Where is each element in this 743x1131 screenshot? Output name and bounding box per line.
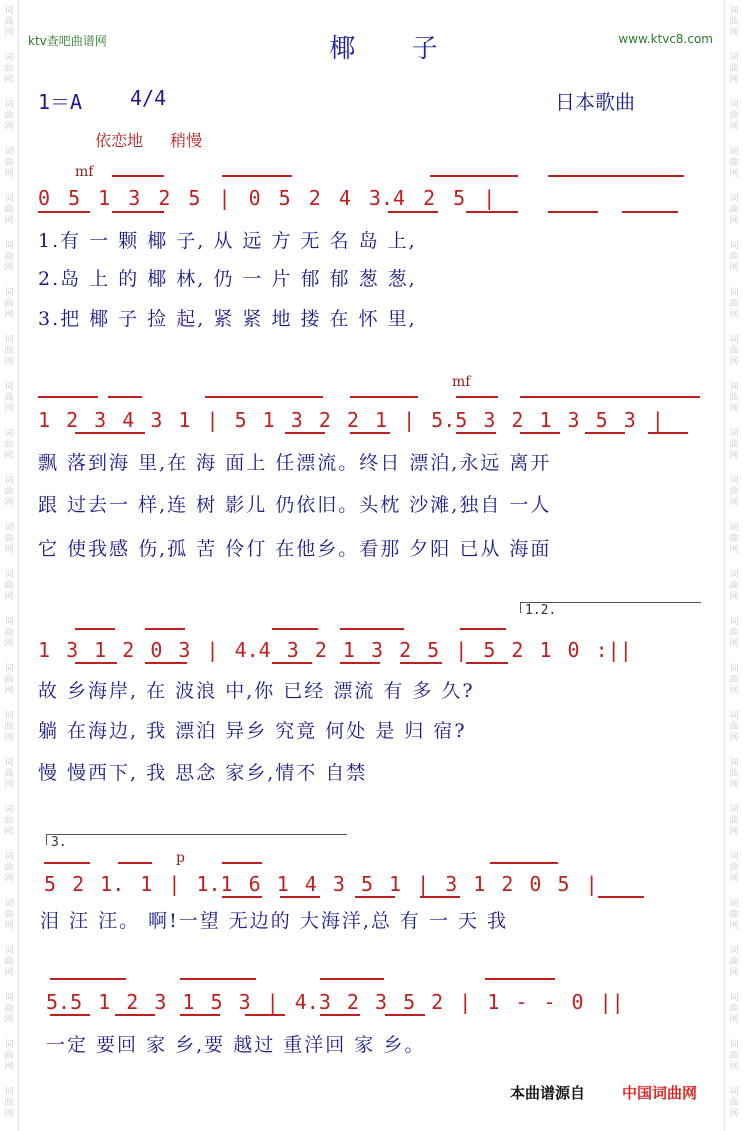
site-url-right: www.ktvc8.com (618, 32, 713, 46)
lyrics-row-3-verse-2: 躺 在海边, 我 漂泊 异乡 究竟 何处 是 归 宿? (38, 720, 467, 742)
watermark-glyph-group: 词 曲 网 (729, 617, 739, 649)
watermark-glyph-group: 词 曲 网 (4, 476, 14, 508)
watermark-glyph-group: 词 曲 网 (729, 570, 739, 602)
watermark-glyph-group: 词 曲 网 (4, 1040, 14, 1072)
volta-bracket (520, 602, 701, 618)
watermark-glyph-group: 词 曲 网 (4, 664, 14, 696)
notation-row-4: 5 2 1. 1 | 1.1 6 1 4 3 5 1 | 3 1 2 0 5 | (44, 872, 598, 896)
watermark-glyph-group: 词 曲 网 (4, 382, 14, 414)
watermark-glyph-group: 词 曲 网 (4, 946, 14, 978)
watermark-glyph-group: 词 曲 网 (4, 758, 14, 790)
notation-row-5: 5.5 1 2 3 1 5 3 | 4.3 2 3 5 2 | 1 - - 0 || (46, 990, 624, 1014)
left-watermark-strip (0, 0, 19, 1131)
tempo-marking: 依恋地 稍慢 (95, 131, 203, 150)
dynamic-mark: p (176, 850, 185, 866)
site-name-left: ktv查吧曲谱网 (28, 34, 107, 48)
watermark-glyph-group: 词 曲 网 (729, 382, 739, 414)
volta-bracket (46, 834, 347, 850)
watermark-glyph-group: 词 曲 网 (4, 288, 14, 320)
time-signature: 4/4 (130, 86, 167, 110)
watermark-glyph-group: 词 曲 网 (729, 946, 739, 978)
watermark-glyph-group: 词 曲 网 (729, 805, 739, 837)
watermark-glyph-group: 词 曲 网 (4, 335, 14, 367)
watermark-glyph-group: 词 曲 网 (4, 993, 14, 1025)
watermark-glyph-group: 词 曲 网 (729, 899, 739, 931)
lyrics-row-1-verse-3: 3.把 椰 子 捡 起, 紧 紧 地 搂 在 怀 里, (38, 308, 417, 330)
watermark-glyph-group: 词 曲 网 (729, 1040, 739, 1072)
notation-row-1: 0 5 1 3 2 5 | 0 5 2 4 3.4 2 5 | (38, 186, 496, 210)
right-watermark-strip (724, 0, 743, 1131)
watermark-glyph-group: 词 曲 网 (729, 147, 739, 179)
watermark-glyph-group: 词 曲 网 (4, 53, 14, 85)
lyrics-row-1-verse-2: 2.岛 上 的 椰 林, 仍 一 片 郁 郁 葱 葱, (38, 268, 417, 290)
lyrics-row-3-verse-1: 故 乡海岸, 在 波浪 中,你 已经 漂流 有 多 久? (38, 680, 475, 702)
lyrics-row-2-verse-2: 跟 过去一 样,连 树 影儿 仍依旧。头枕 沙滩,独自 一人 (38, 494, 552, 516)
watermark-glyph-group: 词 曲 网 (4, 852, 14, 884)
watermark-glyph-group: 词 曲 网 (4, 429, 14, 461)
source-site-link[interactable]: 中国词曲网 (622, 1084, 698, 1102)
volta-label: 3. (51, 835, 67, 850)
song-origin: 日本歌曲 (555, 90, 635, 114)
watermark-glyph-group: 词 曲 网 (4, 523, 14, 555)
key-signature: 1＝A (38, 90, 83, 114)
watermark-glyph-group: 词 曲 网 (729, 476, 739, 508)
watermark-glyph-group: 词 曲 网 (4, 241, 14, 273)
watermark-glyph-group: 词 曲 网 (4, 899, 14, 931)
watermark-glyph-group: 词 曲 网 (4, 711, 14, 743)
watermark-glyph-group: 词 曲 网 (729, 852, 739, 884)
watermark-glyph-group: 词 曲 网 (729, 100, 739, 132)
source-label: 本曲谱源自 (510, 1084, 586, 1102)
watermark-glyph-group: 词 曲 网 (4, 194, 14, 226)
watermark-glyph-group: 词 曲 网 (729, 523, 739, 555)
lyrics-row-2-verse-1: 飘 落到海 里,在 海 面上 任漂流。终日 漂泊,永远 离开 (38, 452, 552, 474)
watermark-glyph-group: 词 曲 网 (729, 241, 739, 273)
watermark-glyph-group: 词 曲 网 (4, 100, 14, 132)
watermark-glyph-group: 词 曲 网 (729, 288, 739, 320)
lyrics-row-2-verse-3: 它 使我感 伤,孤 苦 伶仃 在他乡。看那 夕阳 已从 海面 (38, 538, 552, 560)
lyrics-row-1-verse-1: 1.有 一 颗 椰 子, 从 远 方 无 名 岛 上, (38, 230, 417, 252)
watermark-glyph-group: 词 曲 网 (4, 147, 14, 179)
lyrics-row-4: 泪 汪 汪。 啊!一望 无边的 大海洋,总 有 一 天 我 (40, 910, 509, 932)
watermark-glyph-group: 词 曲 网 (4, 6, 14, 38)
watermark-glyph-group: 词 曲 网 (729, 429, 739, 461)
watermark-glyph-group: 词 曲 网 (729, 335, 739, 367)
dynamic-mark: mf (75, 164, 94, 180)
watermark-glyph-group: 词 曲 网 (729, 758, 739, 790)
watermark-glyph-group: 词 曲 网 (729, 6, 739, 38)
watermark-glyph-group: 词 曲 网 (4, 805, 14, 837)
watermark-glyph-group: 词 曲 网 (729, 993, 739, 1025)
watermark-glyph-group: 词 曲 网 (4, 617, 14, 649)
watermark-glyph-group: 词 曲 网 (729, 664, 739, 696)
song-title: 椰 子 (329, 34, 462, 64)
dynamic-mark: mf (452, 374, 471, 390)
watermark-glyph-group: 词 曲 网 (729, 194, 739, 226)
notation-row-3: 1 3 1 2 0 3 | 4.4 3 2 1 3 2 5 | 5 2 1 0 :|| (38, 638, 632, 662)
notation-row-2: 1 2 3 4 3 1 | 5 1 3 2 2 1 | 5.5 3 2 1 3 5 3 | (38, 408, 664, 432)
watermark-glyph-group: 词 曲 网 (4, 570, 14, 602)
volta-label: 1.2. (525, 603, 557, 618)
lyrics-row-3-verse-3: 慢 慢西下, 我 思念 家乡,情不 自禁 (38, 762, 368, 784)
watermark-glyph-group: 词 曲 网 (4, 1087, 14, 1119)
watermark-glyph-group: 词 曲 网 (729, 53, 739, 85)
lyrics-row-5: 一定 要回 家 乡,要 越过 重洋回 家 乡。 (46, 1034, 426, 1056)
watermark-glyph-group: 词 曲 网 (729, 711, 739, 743)
watermark-glyph-group: 词 曲 网 (729, 1087, 739, 1119)
